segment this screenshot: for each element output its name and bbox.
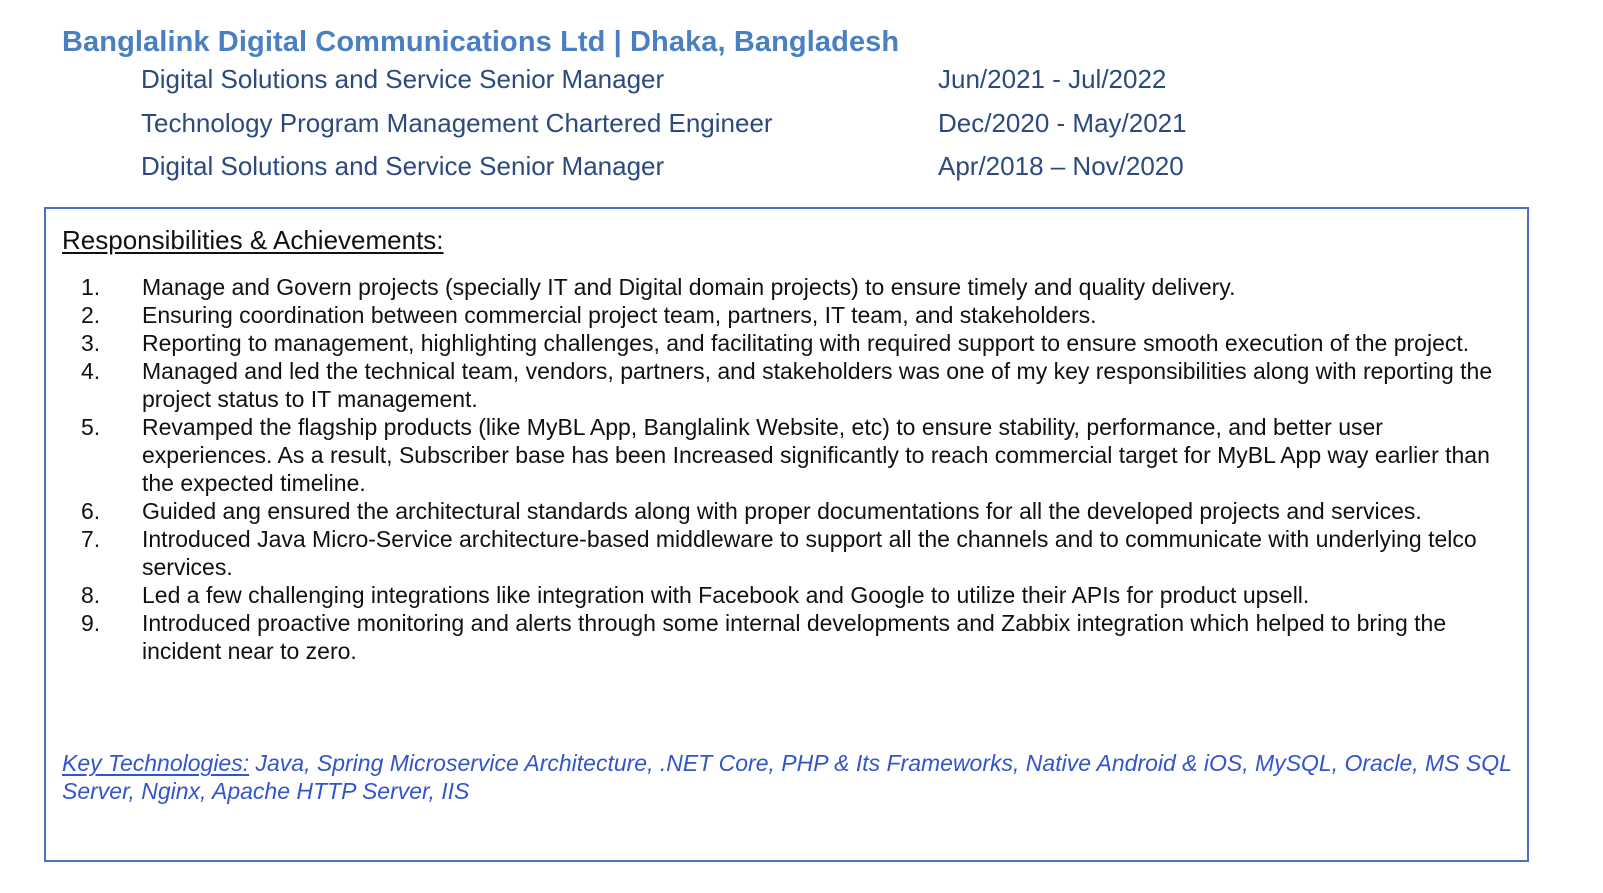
list-item-number: 1.: [81, 274, 101, 300]
list-item-number: 4.: [81, 358, 101, 384]
role-dates: Jun/2021 - Jul/2022: [938, 64, 1167, 94]
list-item: [46, 609, 1516, 665]
list-item-text: Manage and Govern projects (specially IT and Digital domain projects) to ensure timely and quality delivery.: [142, 274, 1236, 300]
role-title: Technology Program Management Chartered Engineer: [141, 107, 773, 138]
role-row: [141, 108, 1341, 152]
list-item: [46, 329, 1516, 357]
list-item: [46, 301, 1516, 329]
list-item: [46, 497, 1516, 525]
list-item-text: Ensuring coordination between commercial project team, partners, IT team, and stakeholders.: [142, 302, 1097, 328]
list-item: [46, 357, 1516, 413]
responsibilities-box: [44, 207, 1529, 862]
list-item-number: 6.: [81, 498, 101, 524]
list-item-text: Managed and led the technical team, vendors, partners, and stakeholders was one of my key responsibilities along with reporting the project status to IT management.: [142, 358, 1493, 412]
list-item-text: Reporting to management, highlighting challenges, and facilitating with required support to ensure smooth execution of the project.: [142, 330, 1470, 356]
role-dates: Dec/2020 - May/2021: [938, 107, 1187, 138]
list-item-text: Guided ang ensured the architectural standards along with proper documentations for all the developed projects and services.: [142, 498, 1422, 524]
key-technologies-label: Key Technologies:: [62, 750, 250, 776]
list-item-number: 9.: [81, 610, 101, 636]
list-item-text: Introduced proactive monitoring and alerts through some internal developments and Zabbix integration which helped to bring the incident near to zero.: [142, 610, 1447, 664]
list-item: [46, 525, 1516, 581]
key-technologies-value: Java, Spring Microservice Architecture, .NET Core, PHP & Its Frameworks, Native Android & iOS, MySQL, Oracle, MS SQL Server, Nginx, Apache HTTP Server, IIS: [62, 750, 1512, 804]
company-heading: Banglalink Digital Communications Ltd | Dhaka, Bangladesh: [62, 26, 900, 58]
list-item-text: Led a few challenging integrations like integration with Facebook and Google to utilize their APIs for product upsell.: [142, 582, 1310, 608]
list-item: [46, 413, 1516, 497]
role-row: [141, 64, 1341, 108]
role-dates: Apr/2018 – Nov/2020: [938, 151, 1184, 181]
role-title: Digital Solutions and Service Senior Manager: [141, 151, 665, 181]
list-item: [46, 273, 1516, 301]
list-item-number: 8.: [81, 582, 101, 608]
section-heading: Responsibilities & Achievements:: [62, 225, 444, 255]
list-item-number: 2.: [81, 302, 101, 328]
list-item-number: 5.: [81, 414, 101, 440]
list-item-number: 3.: [81, 330, 101, 356]
responsibilities-list: [46, 273, 1516, 665]
key-technologies: [62, 749, 1522, 805]
list-item: [46, 581, 1516, 609]
role-list: [141, 64, 1341, 195]
list-item-text: Introduced Java Micro-Service architecture-based middleware to support all the channels and to communicate with underlying telco services.: [142, 526, 1477, 580]
list-item-text: Revamped the flagship products (like MyBL App, Banglalink Website, etc) to ensure stability, performance, and better user experiences. As a result, Subscriber base has been Increased significantly to reach commercial target for MyBL App way earlier than the expected timeline.: [142, 414, 1490, 496]
role-title: Digital Solutions and Service Senior Manager: [141, 64, 665, 94]
list-item-number: 7.: [81, 526, 101, 552]
role-row: [141, 151, 1341, 195]
